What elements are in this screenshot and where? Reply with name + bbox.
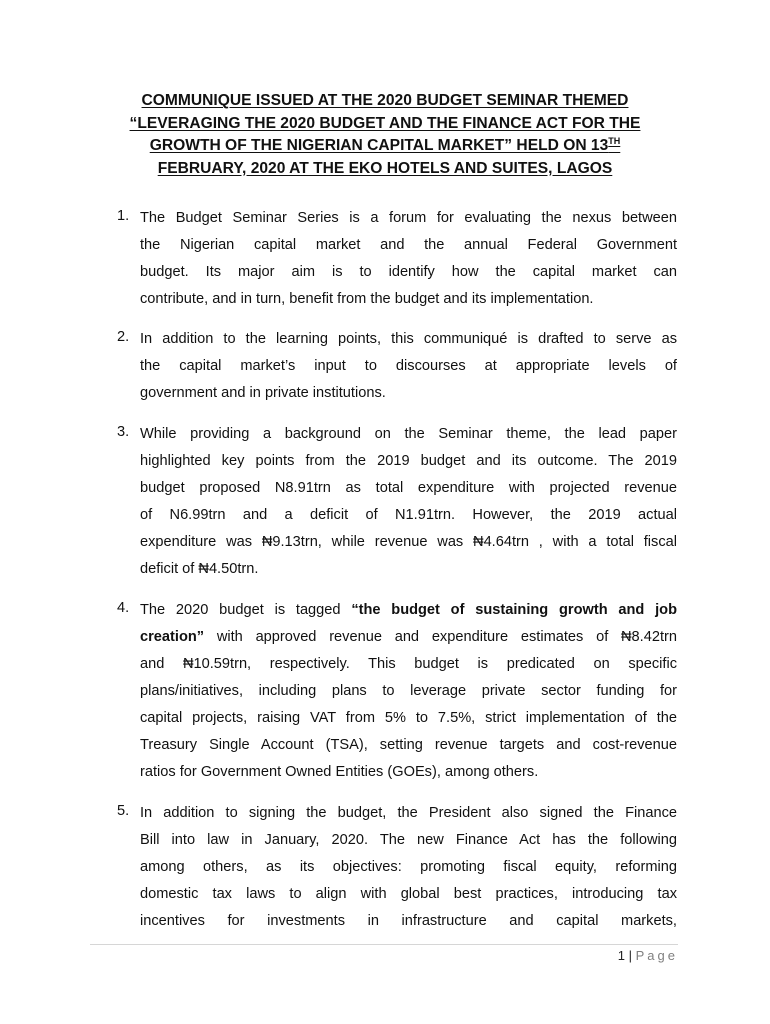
text-line: Bill into law in January, 2020. The new Finance Act has the following <box>140 832 677 848</box>
text-line: the Nigerian capital market and the annual Federal Government <box>140 237 677 253</box>
text-line: highlighted key points from the 2019 budget and its outcome. The 2019 <box>140 453 677 469</box>
text-line: The Budget Seminar Series is a forum for evaluating the nexus between <box>140 210 677 226</box>
text-line: among others, as its objectives: promoting fiscal equity, reforming <box>140 859 677 875</box>
page-number: 1 <box>617 948 625 963</box>
text-line: domestic tax laws to align with global best practices, introducing tax <box>140 886 677 902</box>
text-line: creation” with approved revenue and expenditure estimates of ₦8.42trn <box>140 629 677 645</box>
item-number: 3. <box>117 424 130 440</box>
text-line: and ₦10.59trn, respectively. This budget is predicated on specific <box>140 656 677 672</box>
page-footer <box>560 948 678 963</box>
page-label: Page <box>635 948 678 963</box>
text-line: ratios for Government Owned Entities (GOEs), among others. <box>140 764 539 780</box>
bold-tagline: “the budget of sustaining growth and job <box>351 602 677 618</box>
text-line: budget proposed N8.91trn as total expenditure with projected revenue <box>140 480 677 496</box>
item-number: 1. <box>117 208 130 224</box>
text-line: contribute, and in turn, benefit from the budget and its implementation. <box>140 291 594 307</box>
text-line: expenditure was ₦9.13trn, while revenue was ₦4.64trn , with a total fiscal <box>140 534 677 550</box>
item-number: 4. <box>117 600 130 616</box>
text-line: government and in private institutions. <box>140 385 386 401</box>
item-text <box>140 208 677 316</box>
title-line: COMMUNIQUE ISSUED AT THE 2020 BUDGET SEMINAR THEMED <box>141 92 629 109</box>
item-text <box>140 600 677 789</box>
item-number: 2. <box>117 329 130 345</box>
item-text <box>140 329 677 410</box>
text-line: budget. Its major aim is to identify how the capital market can <box>140 264 677 280</box>
text-line: incentives for investments in infrastructure and capital markets, <box>140 913 677 929</box>
text-line: Treasury Single Account (TSA), setting revenue targets and cost-revenue <box>140 737 677 753</box>
text-line: In addition to signing the budget, the President also signed the Finance <box>140 805 677 821</box>
text-line: capital projects, raising VAT from 5% to 7.5%, strict implementation of the <box>140 710 677 726</box>
superscript-th: TH <box>608 136 621 146</box>
text-line: deficit of ₦4.50trn. <box>140 561 259 577</box>
item-number: 5. <box>117 803 130 819</box>
title-line: GROWTH OF THE NIGERIAN CAPITAL MARKET” HELD ON 13TH <box>149 136 621 154</box>
text-line: In addition to the learning points, this communiqué is drafted to serve as <box>140 331 677 347</box>
text-line: The 2020 budget is tagged “the budget of sustaining growth and job <box>140 602 677 618</box>
text-line: plans/initiatives, including plans to leverage private sector funding for <box>140 683 677 699</box>
title-line: FEBRUARY, 2020 AT THE EKO HOTELS AND SUITES, LAGOS <box>157 159 613 177</box>
text-line: While providing a background on the Seminar theme, the lead paper <box>140 426 677 442</box>
footer-divider <box>90 944 678 945</box>
text-line: the capital market’s input to discourses at appropriate levels of <box>140 358 677 374</box>
item-text <box>140 424 677 586</box>
text-line: of N6.99trn and a deficit of N1.91trn. However, the 2019 actual <box>140 507 677 523</box>
bold-tagline: creation” <box>140 629 205 645</box>
communique-title <box>96 90 674 180</box>
item-text <box>140 803 677 938</box>
title-line: “LEVERAGING THE 2020 BUDGET AND THE FINANCE ACT FOR THE <box>129 114 641 132</box>
footer-separator: | <box>628 948 632 963</box>
